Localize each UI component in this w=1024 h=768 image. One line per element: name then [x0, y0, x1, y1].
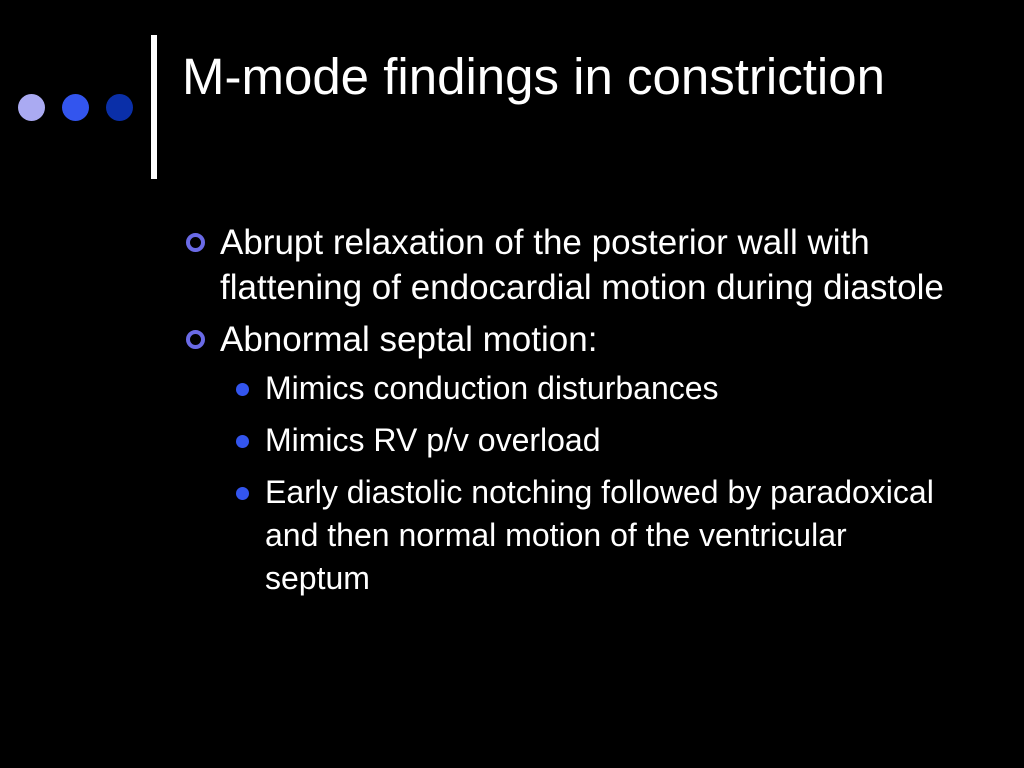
sub-bullet-item: [234, 419, 954, 462]
bullet-item: [186, 317, 986, 362]
dark-dot-icon: [106, 94, 133, 121]
medium-dot-icon: [62, 94, 89, 121]
ring-bullet-icon: [186, 233, 205, 252]
bullet-list: [186, 220, 986, 609]
sub-bullet-text: Mimics RV p/v overload: [265, 422, 601, 458]
sub-bullet-list: [234, 367, 954, 600]
light-dot-icon: [18, 94, 45, 121]
ring-bullet-icon: [186, 330, 205, 349]
disc-bullet-icon: [236, 383, 249, 396]
bullet-text: Abrupt relaxation of the posterior wall with flattening of endocardial motion during diastole: [220, 223, 944, 307]
decorative-dots: [18, 94, 133, 121]
disc-bullet-icon: [236, 435, 249, 448]
slide-title: M-mode findings in constriction: [182, 48, 885, 105]
sub-bullet-item: [234, 367, 954, 410]
sub-bullet-item: [234, 471, 954, 600]
sub-bullet-text: Early diastolic notching followed by paradoxical and then normal motion of the ventricular septum: [265, 474, 934, 596]
bullet-item: [186, 220, 986, 310]
title-divider: [151, 35, 157, 179]
bullet-text: Abnormal septal motion:: [220, 320, 598, 359]
sub-bullet-text: Mimics conduction disturbances: [265, 370, 719, 406]
disc-bullet-icon: [236, 487, 249, 500]
